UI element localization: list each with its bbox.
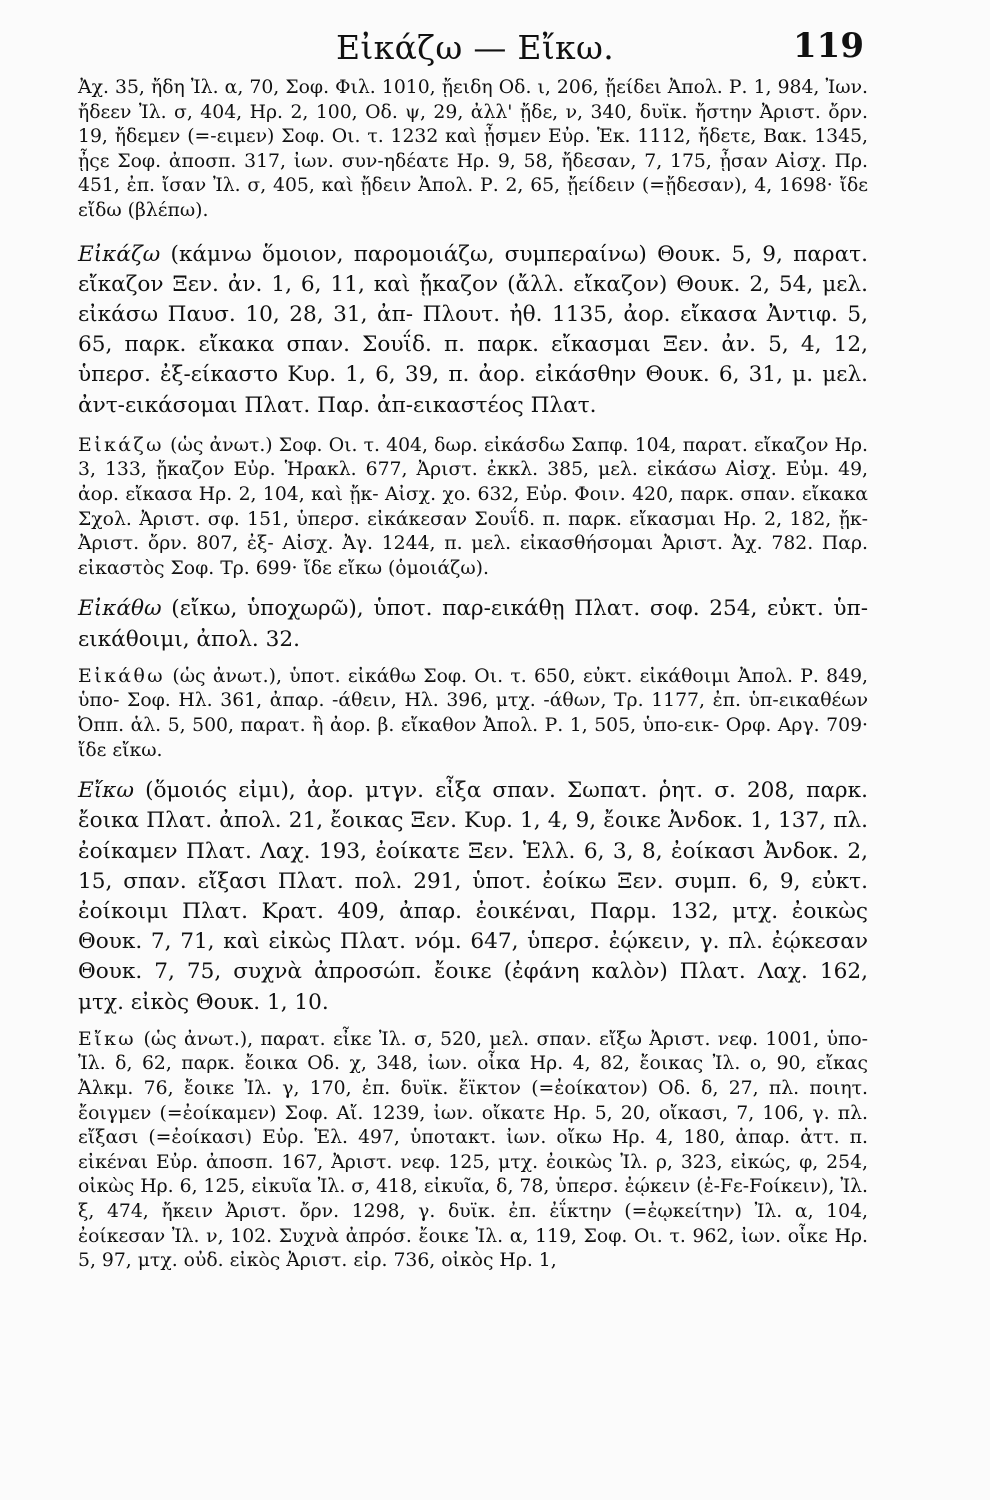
entry-eikatho-poetic (78, 665, 868, 763)
running-head (80, 22, 870, 72)
entry-text: (ὅμοιός εἰμι), ἀορ. μτγν. εἶξα σπαν. Σωπατ. ῥητ. σ. 208, παρκ. ἔοικα Πλατ. ἀπολ. 21, ἔοικας Ξεν. Κυρ. 1, 4, 9, ἔοικε Ἀνδοκ. 1, 137, πλ. ἐοίκαμεν Πλατ. Λαχ. 193, ἐοίκατε Ξεν. Ἑλλ. 6, 3, 8, ἐοίκασι Ἀνδοκ. 2, 15, σπαν. εἴξασι Πλατ. πολ. 291, ὑποτ. ἐοίκω Ξεν. συμπ. 6, 9, εὐκτ. ἐοίκοιμι Πλατ. Κρατ. 409, ἀπαρ. ἐοικέναι, Παρμ. 132, μτχ. ἐοικὼς Θουκ. 7, 71, καὶ εἰκὼς Πλατ. νόμ. 647, ὑπερσ. ἐῴκειν, γ. πλ. ἐῴκεσαν Θουκ. 7, 75, συχνὰ ἀπροσώπ. ἔοικε (ἐφάνη καλὸν) Πλατ. Λαχ. 162, μτχ. εἰκὸς Θουκ. 1, 10. (78, 778, 868, 1015)
entry-eiko-attic (78, 776, 868, 1018)
headword: Εἰκάζω (78, 434, 164, 456)
headword: Εἴκω (78, 778, 134, 804)
page-number: 119 (793, 26, 864, 66)
entry-text: (κάμνω ὅμοιον, παρομοιάζω, συμπεραίνω) Θουκ. 5, 9, παρατ. εἴκαζον Ξεν. ἀν. 1, 6, 11, καὶ ᾔκαζον (ἄλλ. εἴκαζον) Θουκ. 2, 54, μελ. εἰκάσω Παυσ. 10, 28, 31, ἀπ- Πλουτ. ἠθ. 1135, ἀορ. εἴκασα Ἀντιφ. 5, 65, παρκ. εἴκακα σπαν. Σουΐδ. π. παρκ. εἴκασμαι Ξεν. ἀν. 5, 4, 12, ὑπερσ. ἐξ-είκαστο Κυρ. 1, 6, 39, π. ἀορ. εἰκάσθην Θουκ. 6, 31, μ. μελ. ἀντ-εικάσομαι Πλατ. Παρ. ἀπ-εικαστέος Πλατ. (78, 241, 868, 418)
entry-text: (εἴκω, ὑποχωρῶ), ὑποτ. παρ-εικάθῃ Πλατ. σοφ. 254, εὐκτ. ὑπ-εικάθοιμι, ἀπολ. 32. (78, 596, 868, 652)
entry-continuation-eido (78, 76, 868, 224)
entry-text: (ὡς ἀνωτ.), ὑποτ. εἰκάθω Σοφ. Οι. τ. 650, εὐκτ. εἰκάθοιμι Ἀπολ. Ρ. 849, ὑπο- Σοφ. Ηλ. 361, ἀπαρ. -άθειν, Ηλ. 396, μτχ. -άθων, Τρ. 1177, ἐπ. ὑπ-εικαθέων Ὀππ. ἁλ. 5, 500, παρατ. ἢ ἀορ. β. εἴκαθον Ἀπολ. Ρ. 1, 505, ὑπο-εικ- Ορφ. Αργ. 709· ἴδε εἴκω. (78, 665, 868, 761)
entry-text: (ὡς ἀνωτ.), παρατ. εἶκε Ἰλ. σ, 520, μελ. σπαν. εἴξω Ἀριστ. νεφ. 1001, ὑπο- Ἰλ. δ, 62, παρκ. ἔοικα Οδ. χ, 348, ἰων. οἶκα Ηρ. 4, 82, ἔοικας Ἰλ. ο, 90, εἴκας Ἀλκμ. 76, ἔοικε Ἰλ. γ, 170, ἐπ. δυϊκ. ἔϊκτον (=ἐοίκατον) Οδ. δ, 27, πλ. ποιητ. ἔοιγμεν (=ἐοίκαμεν) Σοφ. Αἴ. 1239, ἰων. οἴκατε Ηρ. 5, 20, οἴκασι, 7, 106, γ. πλ. εἴξασι (=ἐοίκασι) Εὐρ. Ἑλ. 497, ὑποτακτ. ἰων. οἴκω Ηρ. 4, 180, ἀπαρ. ἀττ. π. εἰκέναι Εὐρ. ἀποσπ. 167, Ἀριστ. νεφ. 125, μτχ. ἐοικὼς Ἰλ. ρ, 323, εἰκώς, φ, 254, οἰκὼς Ηρ. 6, 125, εἰκυῖα Ἰλ. σ, 418, εἰκυῖα, δ, 78, ὑπερσ. ἐῴκειν (ἐ-Fε-Fοίκειν), Ἰλ. ξ, 474, ἤκειν Ἀριστ. ὄρν. 1298, γ. δυϊκ. ἐπ. ἐΐκτην (=ἐῳκείτην) Ἰλ. α, 104, ἐοίκεσαν Ἰλ. ν, 102. Συχνὰ ἀπρόσ. ἔοικε Ἰλ. α, 119, Σοφ. Οι. τ. 962, ἰων. οἶκε Ηρ. 5, 97, μτχ. οὐδ. εἰκὸς Ἀριστ. εἰρ. 736, οἰκὸς Ηρ. 1, (78, 1028, 868, 1272)
entry-text: Ἀχ. 35, ἤδη Ἰλ. α, 70, Σοφ. Φιλ. 1010, ᾔειδη Οδ. ι, 206, ᾔείδει Ἀπολ. Ρ. 1, 984, Ἰων. ἤδεεν Ἰλ. σ, 404, Ηρ. 2, 100, Οδ. ψ, 29, ἀλλ' ᾔδε, ν, 340, δυϊκ. ἤστην Ἀριστ. ὄρν. 19, ἤδεμεν (=-ειμεν) Σοφ. Οι. τ. 1232 καὶ ᾖσμεν Εὐρ. Ἑκ. 1112, ἤδετε, Βακ. 1345, ᾖςε Σοφ. ἀποσπ. 317, ἰων. συν-ηδέατε Ηρ. 9, 58, ἤδεσαν, 7, 175, ᾖσαν Αἰσχ. Πρ. 451, ἐπ. ἴσαν Ἰλ. σ, 405, καὶ ᾔδειν Ἀπολ. Ρ. 2, 65, ᾔείδειν (=ᾔδεσαν), 4, 1698· ἴδε εἴδω (βλέπω). (78, 77, 868, 221)
headword: Εἰκάζω (78, 241, 161, 267)
headword: Εἰκάθω (78, 665, 166, 687)
entry-eikazo-poetic (78, 434, 868, 582)
headword: Εἰκάθω (78, 596, 162, 622)
entry-text: (ὡς ἀνωτ.) Σοφ. Οι. τ. 404, δωρ. εἰκάσδω Σαπφ. 104, παρατ. εἴκαζον Ηρ. 3, 133, ᾔκαζον Εὐρ. Ἡρακλ. 677, Ἀριστ. ἐκκλ. 385, μελ. εἰκάσω Αἰσχ. Εὐμ. 49, ἀορ. εἴκασα Ηρ. 2, 104, καὶ ᾔκ- Αἰσχ. χο. 632, Εὐρ. Φοιν. 420, παρκ. σπαν. εἴκακα Σχολ. Ἀριστ. σφ. 151, ὑπερσ. εἰκάκεσαν Σουΐδ. π. παρκ. εἴκασμαι Ηρ. 2, 182, ᾔκ- Ἀριστ. ὄρν. 807, ἐξ- Αἰσχ. Ἀγ. 1244, π. μελ. εἰκασθήσομαι Ἀριστ. Ἀχ. 782. Παρ. εἰκαστὸς Σοφ. Τρ. 699· ἴδε εἴκω (ὁμοιάζω). (78, 434, 868, 579)
entry-eikatho-attic (78, 594, 868, 654)
entry-eiko-poetic (78, 1028, 868, 1274)
page-title: Εἰκάζω — Εἴκω. (336, 28, 614, 67)
dictionary-text (78, 76, 868, 1274)
entry-eikazo-attic (78, 240, 868, 421)
headword: Εἴκω (78, 1028, 137, 1050)
